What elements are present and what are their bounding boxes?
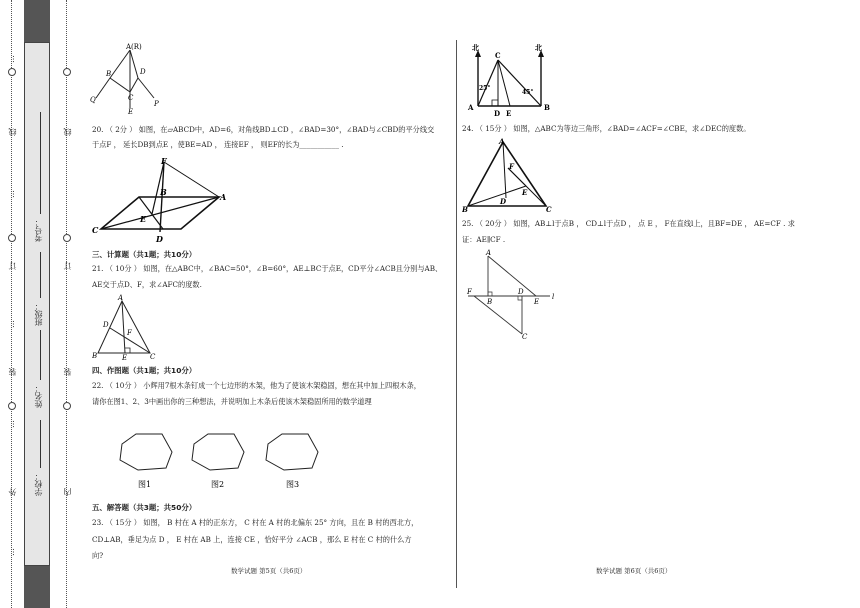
binding-hole: [8, 234, 16, 242]
binding-strip: [0, 0, 78, 608]
seal-char: …: [7, 55, 16, 63]
fig-label: B: [487, 298, 493, 306]
fig-label: A: [118, 294, 124, 302]
seal-char: …: [7, 420, 16, 428]
section-3-heading: 三、计算题（共1题；共10分）: [92, 250, 197, 259]
angle-label: 45°: [522, 89, 534, 96]
caption-fig1: 图1: [138, 480, 152, 489]
figure-q25: [464, 248, 560, 340]
fig-label: A(R): [126, 43, 142, 51]
fig-label: C: [92, 225, 99, 235]
name-label: 姓名：: [34, 384, 43, 408]
fig-label: E: [534, 298, 540, 306]
class-field[interactable]: [40, 252, 41, 298]
figure-q22: [116, 430, 328, 492]
seal-char: 外: [8, 488, 17, 496]
fig-label: C: [495, 51, 501, 60]
inner-seal-char: 装: [63, 368, 72, 376]
fig-label: l: [552, 293, 555, 301]
fig-label: E: [506, 109, 512, 116]
inner-seal-char: 订: [63, 262, 72, 270]
fig-label: A: [486, 249, 492, 257]
school-label: 学校：: [34, 472, 43, 496]
fig-label: D: [140, 68, 146, 76]
fig-label: B: [160, 187, 167, 197]
seal-char: 线: [8, 128, 17, 136]
fig-label: B: [106, 70, 112, 78]
figure-top-left: [86, 40, 166, 115]
q20-line1: 20. （ 2分 ） 如图，在▱ABCD中，AD=6，对角线BD⊥CD ，∠BAD=30°，∠BAD与∠CBD的平分线交: [92, 125, 435, 134]
binding-hole: [63, 234, 71, 242]
fig-label: B: [92, 352, 98, 360]
q25-line1: 25. （ 20分 ） 如图，AB⊥l于点B ， CD⊥l于点D ， 点 E ， F在直线l上，且BF=DE ， AE=CF . 求: [462, 219, 795, 228]
page-divider: [456, 40, 457, 588]
inner-seal-char: 线: [63, 128, 72, 136]
binding-hole: [63, 402, 71, 410]
q21-line2: AE交于点D、F，求∠AFC的度数.: [92, 280, 202, 289]
fig-label: C: [128, 94, 134, 102]
seal-char: …: [7, 190, 16, 198]
q20-line2: 于点F ， 延长DB到点E ，使BE=AD ， 连接EF ， 则EF的长为___________ .: [92, 140, 344, 149]
q23-line3: 向?: [92, 551, 104, 560]
gutter-bottom-dark: [24, 566, 50, 608]
q23-line2: CD⊥AB，垂足为点 D ， E 村在 AB 上，连接 CE ，恰好平分 ∠ACB ，那么 E 村在 C 村的什么方: [92, 535, 412, 544]
number-label: 考号：: [34, 218, 43, 242]
fig-label: C: [546, 205, 552, 214]
school-field[interactable]: [40, 420, 41, 468]
footer-right: 数学试题 第6页（共6页）: [596, 567, 672, 575]
inner-dotted-line: [66, 0, 67, 608]
fig-label: A: [220, 192, 227, 202]
q25-line2: 证：AE∥CF .: [462, 235, 506, 244]
fig-label: D: [500, 197, 507, 206]
north-label: 北: [535, 44, 542, 52]
seal-char: 订: [8, 262, 17, 270]
angle-label: 25°: [479, 85, 491, 92]
figure-q24: [462, 136, 558, 214]
fig-label: F: [509, 162, 514, 171]
fig-label: C: [522, 333, 528, 340]
class-label: 班级：: [34, 302, 43, 326]
section-4-heading: 四、作图题（共1题；共10分）: [92, 366, 197, 375]
number-field[interactable]: [40, 112, 41, 214]
fig-label: C: [150, 353, 156, 361]
binding-hole: [8, 68, 16, 76]
fig-label: F: [161, 156, 167, 166]
fig-label: E: [522, 188, 528, 197]
seal-char: …: [7, 548, 16, 556]
fig-label: A: [499, 137, 505, 146]
footer-left: 数学试题 第5页（共6页）: [231, 567, 307, 575]
caption-fig3: 图3: [286, 480, 300, 489]
fig-label: A: [468, 103, 474, 112]
binding-hole: [63, 68, 71, 76]
fig-label: F: [127, 329, 132, 337]
name-field[interactable]: [40, 330, 41, 380]
fig-label: D: [103, 321, 109, 329]
fig-label: E: [122, 354, 128, 361]
fig-label: B: [462, 205, 468, 214]
q24-text: 24. （ 15分 ） 如图，△ABC为等边三角形，∠BAD=∠ACF=∠CBE，求∠DEC的度数。: [462, 124, 751, 133]
q23-line1: 23. （ 15分 ） 如图， B 村在 A 村的正东方， C 村在 A 村的北偏东 25° 方向，且在 B 村的西北方，: [92, 518, 419, 527]
fig-label: E: [140, 214, 147, 224]
q22-line2: 请你在图1、2、3中画出你的三种想法，并说明加上木条后使该木架稳固所用的数学道理: [92, 397, 372, 406]
figure-top-right: [466, 44, 558, 116]
caption-fig2: 图2: [211, 480, 225, 489]
seal-char: …: [7, 320, 16, 328]
outer-dotted-line: [11, 0, 12, 608]
section-5-heading: 五、解答题（共3题；共50分）: [92, 503, 197, 512]
fig-label: D: [494, 109, 501, 116]
fig-label: F: [467, 288, 472, 296]
binding-hole: [8, 402, 16, 410]
fig-label: E: [128, 108, 134, 115]
figure-q21: [92, 293, 164, 361]
fig-label: B: [544, 103, 550, 112]
inner-seal-char: 内: [63, 488, 72, 496]
q21-line1: 21. （ 10分 ） 如图，在△ABC中，∠BAC=50°，∠B=60°，AE⊥BC于点E，CD平分∠ACB且分别与AB、: [92, 264, 443, 273]
seal-char: 装: [8, 368, 17, 376]
q22-line1: 22. （ 10分 ） 小辉用7根木条钉成一个七边形的木架，他为了使该木架稳固，想在其中加上四根木条，: [92, 381, 421, 390]
figure-q20: [92, 152, 242, 244]
fig-label: D: [156, 234, 163, 244]
fig-label: D: [518, 288, 524, 296]
fig-label: P: [154, 100, 159, 108]
fig-label: Q: [90, 96, 96, 104]
north-label: 北: [472, 44, 479, 52]
gutter-top-dark: [24, 0, 50, 42]
